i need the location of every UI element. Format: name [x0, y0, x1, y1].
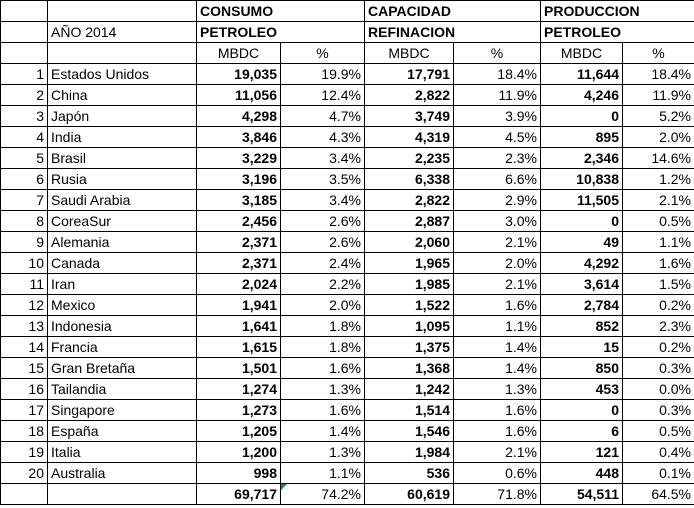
capacidad-value[interactable]: 1,985 [365, 274, 454, 295]
consumo-pct[interactable]: 3.5% [281, 169, 365, 190]
produccion-value[interactable]: 11,505 [541, 190, 623, 211]
produccion-value[interactable]: 4,292 [541, 253, 623, 274]
table-row [1, 316, 694, 337]
cell-empty[interactable] [48, 1, 197, 22]
cell-empty[interactable] [1, 484, 48, 505]
produccion-value[interactable]: 6 [541, 421, 623, 442]
produccion-pct[interactable]: 1.5% [623, 274, 694, 295]
consumo-value[interactable]: 1,273 [197, 400, 281, 421]
produccion-pct[interactable]: 0.5% [623, 421, 694, 442]
capacidad-total[interactable]: 60,619 [365, 484, 454, 505]
produccion-value[interactable]: 49 [541, 232, 623, 253]
rank-cell[interactable]: 20 [1, 463, 48, 484]
country-cell[interactable]: Rusia [48, 169, 197, 190]
rank-cell[interactable]: 18 [1, 421, 48, 442]
capacidad-pct[interactable]: 6.6% [454, 169, 541, 190]
year-label[interactable]: AÑO 2014 [48, 22, 197, 43]
capacidad-pct[interactable]: 1.1% [454, 316, 541, 337]
header-row-1 [1, 1, 694, 22]
produccion-value[interactable]: 453 [541, 379, 623, 400]
consumo-value[interactable]: 1,615 [197, 337, 281, 358]
capacidad-value[interactable]: 1,368 [365, 358, 454, 379]
capacidad-unit[interactable]: MBDC [365, 43, 454, 64]
consumo-value[interactable]: 2,371 [197, 232, 281, 253]
country-cell[interactable]: Brasil [48, 148, 197, 169]
country-cell[interactable]: Canada [48, 253, 197, 274]
country-cell[interactable]: España [48, 421, 197, 442]
capacidad-value[interactable]: 2,235 [365, 148, 454, 169]
capacidad-subheader[interactable]: REFINACION [365, 22, 541, 43]
rank-cell[interactable]: 1 [1, 64, 48, 85]
country-cell[interactable]: Gran Bretaña [48, 358, 197, 379]
capacidad-value[interactable]: 3,749 [365, 106, 454, 127]
comment-marker-icon [281, 484, 287, 490]
capacidad-value[interactable]: 6,338 [365, 169, 454, 190]
produccion-pct[interactable]: 0.5% [623, 211, 694, 232]
capacidad-pct[interactable]: 4.5% [454, 127, 541, 148]
rank-cell[interactable]: 16 [1, 379, 48, 400]
consumo-total[interactable]: 69,717 [197, 484, 281, 505]
produccion-pct[interactable]: 0.4% [623, 442, 694, 463]
produccion-pct[interactable]: 0.3% [623, 400, 694, 421]
header-row-3 [1, 43, 694, 64]
table-row [1, 400, 694, 421]
totals-row [1, 484, 694, 505]
capacidad-pct[interactable]: 1.6% [454, 421, 541, 442]
consumo-subheader[interactable]: PETROLEO [197, 22, 365, 43]
cell-empty[interactable] [1, 1, 48, 22]
produccion-pct[interactable]: 2.1% [623, 190, 694, 211]
country-cell[interactable]: Alemania [48, 232, 197, 253]
produccion-subheader[interactable]: PETROLEO [541, 22, 694, 43]
consumo-pct-header[interactable]: % [281, 43, 365, 64]
produccion-pct[interactable]: 5.2% [623, 106, 694, 127]
country-cell[interactable]: China [48, 85, 197, 106]
produccion-pct[interactable]: 14.6% [623, 148, 694, 169]
capacidad-pct[interactable]: 2.1% [454, 232, 541, 253]
capacidad-pct[interactable]: 1.6% [454, 400, 541, 421]
produccion-unit[interactable]: MBDC [541, 43, 623, 64]
consumo-value[interactable]: 1,641 [197, 316, 281, 337]
produccion-value[interactable]: 2,346 [541, 148, 623, 169]
capacidad-pct-header[interactable]: % [454, 43, 541, 64]
consumo-value[interactable]: 3,185 [197, 190, 281, 211]
capacidad-value[interactable]: 2,887 [365, 211, 454, 232]
rank-cell[interactable]: 12 [1, 295, 48, 316]
capacidad-value[interactable]: 1,242 [365, 379, 454, 400]
produccion-pct[interactable]: 0.2% [623, 337, 694, 358]
produccion-header[interactable]: PRODUCCION [541, 1, 694, 22]
consumo-pct[interactable]: 3.4% [281, 190, 365, 211]
consumo-value[interactable]: 1,205 [197, 421, 281, 442]
capacidad-pct[interactable]: 1.6% [454, 295, 541, 316]
consumo-value[interactable]: 1,200 [197, 442, 281, 463]
consumo-pct[interactable]: 1.6% [281, 400, 365, 421]
table-row [1, 253, 694, 274]
cell-empty[interactable] [48, 43, 197, 64]
produccion-value[interactable]: 4,246 [541, 85, 623, 106]
capacidad-pct[interactable]: 2.3% [454, 148, 541, 169]
rank-cell[interactable]: 5 [1, 148, 48, 169]
produccion-value[interactable]: 2,784 [541, 295, 623, 316]
capacidad-value[interactable]: 1,514 [365, 400, 454, 421]
produccion-value[interactable]: 3,614 [541, 274, 623, 295]
consumo-value[interactable]: 1,941 [197, 295, 281, 316]
rank-cell[interactable]: 11 [1, 274, 48, 295]
consumo-pct[interactable]: 1.3% [281, 379, 365, 400]
capacidad-pct[interactable]: 1.3% [454, 379, 541, 400]
table-row [1, 421, 694, 442]
country-cell[interactable]: Singapore [48, 400, 197, 421]
capacidad-pct[interactable]: 11.9% [454, 85, 541, 106]
consumo-pct[interactable]: 2.4% [281, 253, 365, 274]
table-row [1, 232, 694, 253]
rank-cell[interactable]: 4 [1, 127, 48, 148]
consumo-value[interactable]: 3,846 [197, 127, 281, 148]
country-cell[interactable]: Estados Unidos [48, 64, 197, 85]
rank-cell[interactable]: 2 [1, 85, 48, 106]
rank-cell[interactable]: 9 [1, 232, 48, 253]
produccion-value[interactable]: 448 [541, 463, 623, 484]
table-row [1, 379, 694, 400]
consumo-value[interactable]: 19,035 [197, 64, 281, 85]
capacidad-value[interactable]: 1,984 [365, 442, 454, 463]
consumo-pct[interactable]: 2.2% [281, 274, 365, 295]
capacidad-value[interactable]: 4,319 [365, 127, 454, 148]
table-row [1, 190, 694, 211]
rank-cell[interactable]: 14 [1, 337, 48, 358]
produccion-value[interactable]: 852 [541, 316, 623, 337]
country-cell[interactable]: Australia [48, 463, 197, 484]
consumo-value[interactable]: 3,196 [197, 169, 281, 190]
capacidad-pct[interactable]: 3.9% [454, 106, 541, 127]
capacidad-pct[interactable]: 0.6% [454, 463, 541, 484]
consumo-unit[interactable]: MBDC [197, 43, 281, 64]
capacidad-pct[interactable]: 3.0% [454, 211, 541, 232]
capacidad-pct[interactable]: 2.0% [454, 253, 541, 274]
capacidad-value[interactable]: 1,965 [365, 253, 454, 274]
capacidad-value[interactable]: 1,095 [365, 316, 454, 337]
country-cell[interactable]: Indonesia [48, 316, 197, 337]
produccion-value[interactable]: 121 [541, 442, 623, 463]
country-cell[interactable]: CoreaSur [48, 211, 197, 232]
produccion-pct[interactable]: 18.4% [623, 64, 694, 85]
produccion-pct[interactable]: 1.2% [623, 169, 694, 190]
produccion-pct[interactable]: 0.0% [623, 379, 694, 400]
produccion-value[interactable]: 895 [541, 127, 623, 148]
table-row [1, 442, 694, 463]
produccion-pct[interactable]: 0.3% [623, 358, 694, 379]
produccion-value[interactable]: 0 [541, 106, 623, 127]
rank-cell[interactable]: 7 [1, 190, 48, 211]
capacidad-pct[interactable]: 18.4% [454, 64, 541, 85]
consumo-value[interactable]: 3,229 [197, 148, 281, 169]
produccion-pct[interactable]: 0.1% [623, 463, 694, 484]
capacidad-value[interactable]: 2,822 [365, 190, 454, 211]
produccion-value[interactable]: 850 [541, 358, 623, 379]
capacidad-pct[interactable]: 2.1% [454, 274, 541, 295]
rank-cell[interactable]: 8 [1, 211, 48, 232]
rank-cell[interactable]: 6 [1, 169, 48, 190]
produccion-total[interactable]: 54,511 [541, 484, 623, 505]
produccion-value[interactable]: 10,838 [541, 169, 623, 190]
consumo-value[interactable]: 11,056 [197, 85, 281, 106]
table-row [1, 85, 694, 106]
consumo-header[interactable]: CONSUMO [197, 1, 365, 22]
table-row [1, 106, 694, 127]
country-cell[interactable]: Tailandia [48, 379, 197, 400]
country-cell[interactable]: Japón [48, 106, 197, 127]
capacidad-value[interactable]: 536 [365, 463, 454, 484]
capacidad-value[interactable]: 2,060 [365, 232, 454, 253]
produccion-pct[interactable]: 1.1% [623, 232, 694, 253]
produccion-pct[interactable]: 1.6% [623, 253, 694, 274]
produccion-value[interactable]: 11,644 [541, 64, 623, 85]
table-row [1, 169, 694, 190]
capacidad-pct[interactable]: 2.9% [454, 190, 541, 211]
consumo-pct[interactable]: 19.9% [281, 64, 365, 85]
capacidad-pct[interactable]: 1.4% [454, 337, 541, 358]
capacidad-header[interactable]: CAPACIDAD [365, 1, 541, 22]
capacidad-value[interactable]: 1,375 [365, 337, 454, 358]
cell-empty[interactable] [48, 484, 197, 505]
table-row [1, 274, 694, 295]
capacidad-pct[interactable]: 2.1% [454, 442, 541, 463]
table-row [1, 295, 694, 316]
rank-cell[interactable]: 17 [1, 400, 48, 421]
consumo-pct[interactable]: 4.7% [281, 106, 365, 127]
table-row [1, 64, 694, 85]
rank-cell[interactable]: 3 [1, 106, 48, 127]
consumo-pct[interactable]: 3.4% [281, 148, 365, 169]
table-row [1, 337, 694, 358]
capacidad-value[interactable]: 2,822 [365, 85, 454, 106]
consumo-pct-total[interactable] [281, 484, 365, 505]
country-cell[interactable]: Iran [48, 274, 197, 295]
table-row [1, 211, 694, 232]
consumo-pct[interactable]: 1.3% [281, 442, 365, 463]
consumo-pct-total-value: 74.2% [321, 486, 361, 502]
table-row [1, 463, 694, 484]
rank-cell[interactable]: 13 [1, 316, 48, 337]
consumo-pct[interactable]: 2.6% [281, 211, 365, 232]
cell-empty[interactable] [1, 43, 48, 64]
produccion-pct-header[interactable]: % [623, 43, 694, 64]
produccion-pct[interactable]: 11.9% [623, 85, 694, 106]
country-cell[interactable]: Francia [48, 337, 197, 358]
capacidad-pct[interactable]: 1.4% [454, 358, 541, 379]
consumo-pct[interactable]: 2.0% [281, 295, 365, 316]
consumo-value[interactable]: 4,298 [197, 106, 281, 127]
capacidad-value[interactable]: 1,546 [365, 421, 454, 442]
consumo-value[interactable]: 2,456 [197, 211, 281, 232]
produccion-pct[interactable]: 0.2% [623, 295, 694, 316]
capacidad-value[interactable]: 1,522 [365, 295, 454, 316]
consumo-pct[interactable]: 12.4% [281, 85, 365, 106]
consumo-pct[interactable]: 1.1% [281, 463, 365, 484]
rank-cell[interactable]: 15 [1, 358, 48, 379]
produccion-value[interactable]: 0 [541, 400, 623, 421]
consumo-pct[interactable]: 1.4% [281, 421, 365, 442]
consumo-pct[interactable]: 1.6% [281, 358, 365, 379]
country-cell[interactable]: Italia [48, 442, 197, 463]
consumo-value[interactable]: 1,274 [197, 379, 281, 400]
rank-cell[interactable]: 10 [1, 253, 48, 274]
capacidad-pct-total[interactable]: 71.8% [454, 484, 541, 505]
consumo-pct[interactable]: 1.8% [281, 337, 365, 358]
consumo-value[interactable]: 2,371 [197, 253, 281, 274]
produccion-pct-total[interactable]: 64.5% [623, 484, 694, 505]
produccion-pct[interactable]: 2.0% [623, 127, 694, 148]
country-cell[interactable]: Saudi Arabia [48, 190, 197, 211]
capacidad-value[interactable]: 17,791 [365, 64, 454, 85]
consumo-pct[interactable]: 4.3% [281, 127, 365, 148]
consumo-value[interactable]: 998 [197, 463, 281, 484]
produccion-pct[interactable]: 2.3% [623, 316, 694, 337]
consumo-pct[interactable]: 1.8% [281, 316, 365, 337]
table-row [1, 148, 694, 169]
produccion-value[interactable]: 15 [541, 337, 623, 358]
rank-cell[interactable]: 19 [1, 442, 48, 463]
cell-empty[interactable] [1, 22, 48, 43]
consumo-value[interactable]: 2,024 [197, 274, 281, 295]
produccion-value[interactable]: 0 [541, 211, 623, 232]
consumo-pct[interactable]: 2.6% [281, 232, 365, 253]
table-row [1, 127, 694, 148]
country-cell[interactable]: Mexico [48, 295, 197, 316]
consumo-value[interactable]: 1,501 [197, 358, 281, 379]
table-row [1, 358, 694, 379]
header-row-2 [1, 22, 694, 43]
country-cell[interactable]: India [48, 127, 197, 148]
